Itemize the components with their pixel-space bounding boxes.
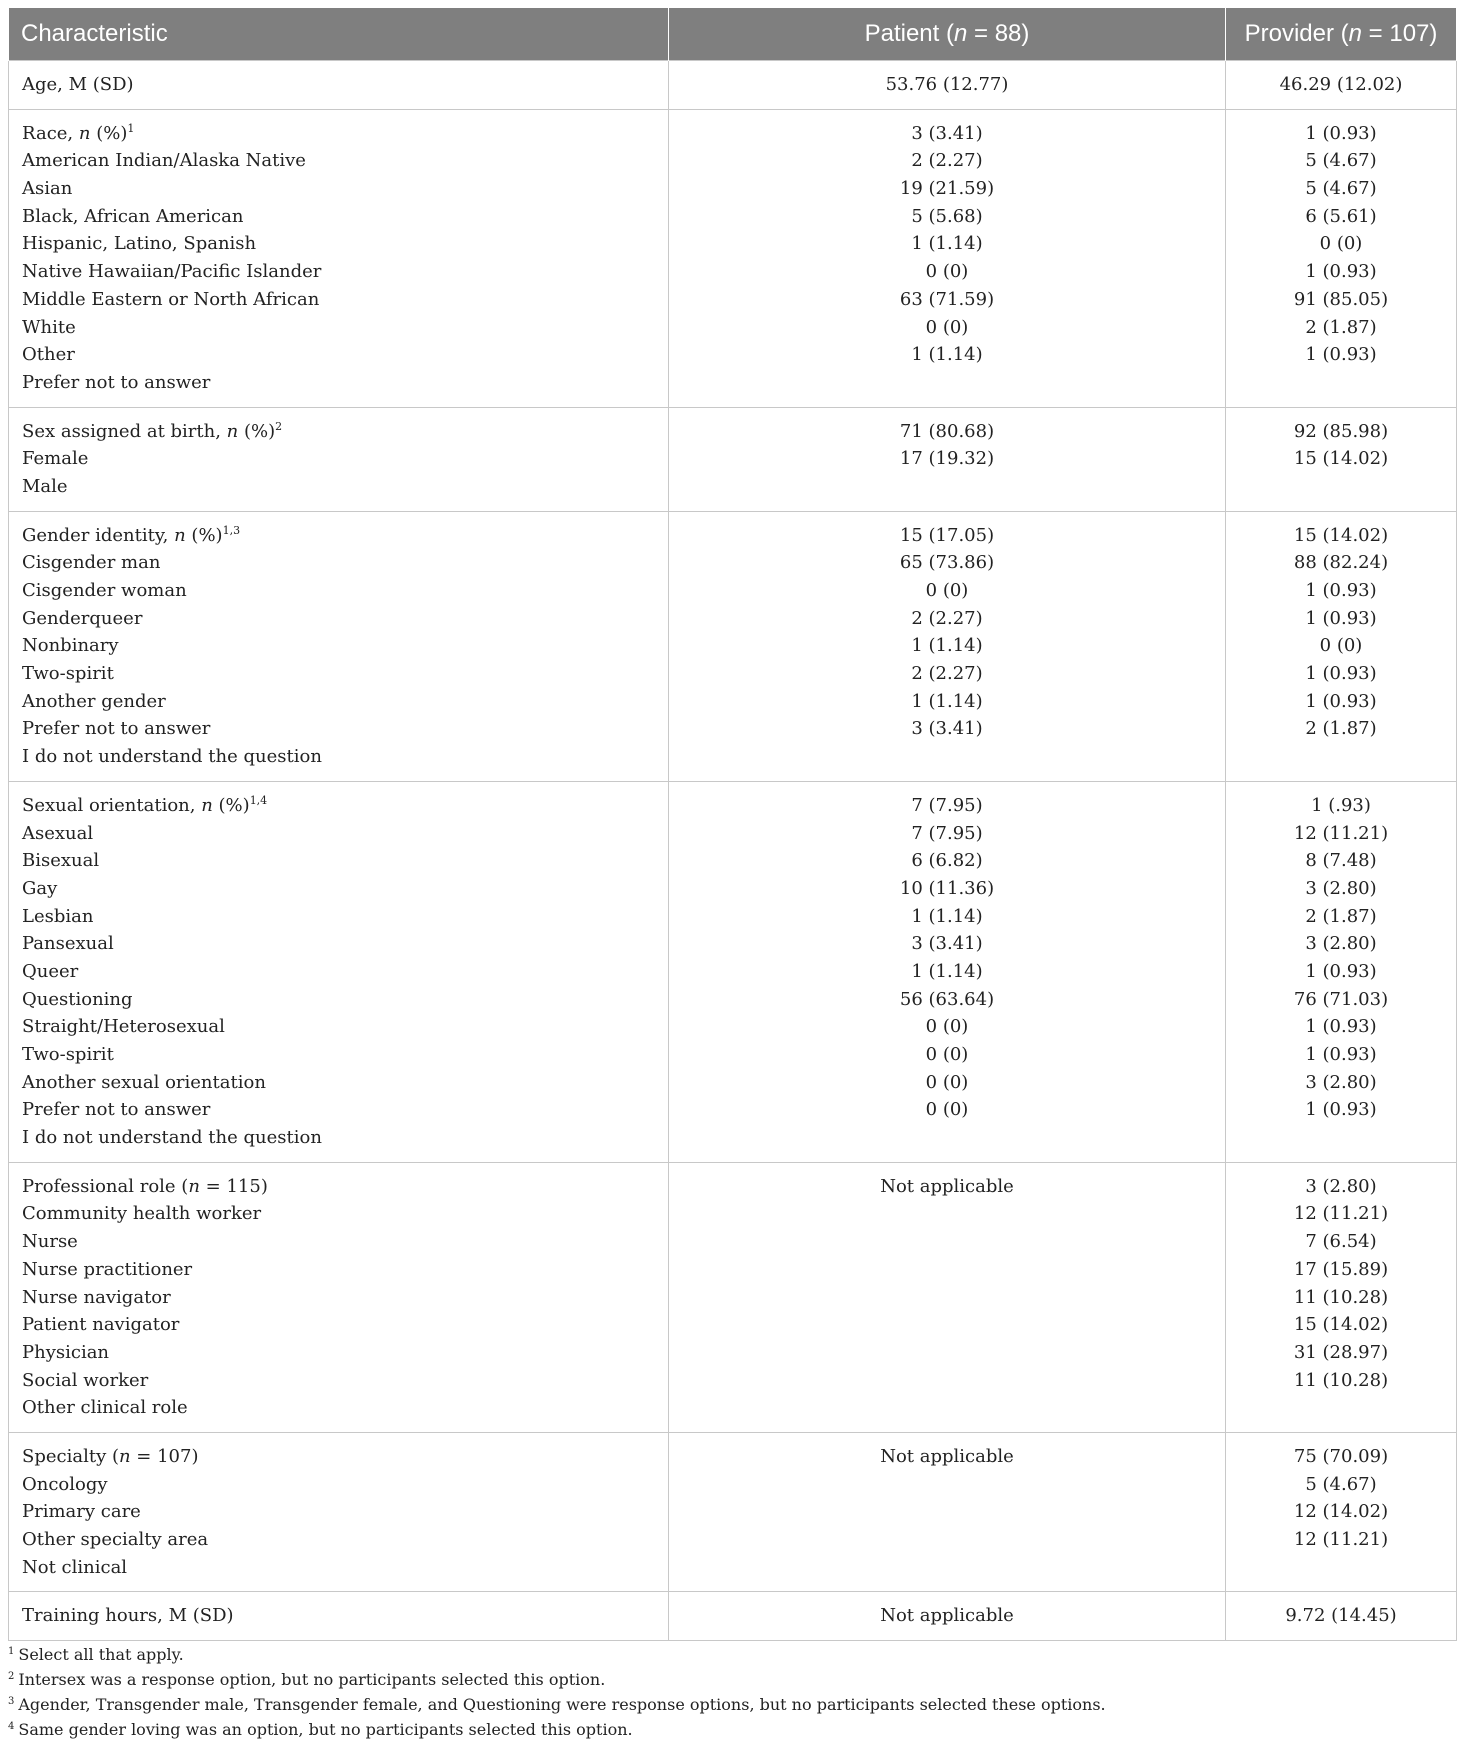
- provider-cell: [1226, 407, 1457, 511]
- footnote-ref: 1,3: [222, 523, 241, 537]
- characteristic-cell: [9, 109, 669, 407]
- category-label: I do not understand the question: [22, 746, 322, 768]
- patient-value: 0 (0): [925, 316, 969, 338]
- category-label: Black, African American: [22, 205, 244, 227]
- provider-cell: [1226, 511, 1457, 781]
- category-label: Another gender: [22, 690, 166, 712]
- table-row: [9, 1592, 1457, 1641]
- category-label: Middle Eastern or North African: [22, 288, 320, 310]
- section-label: Gender identity, n (%)$^{1,3}$: [22, 523, 241, 546]
- section-label: Training hours, M (SD): [22, 1605, 234, 1627]
- provider-value: 3 (2.80): [1305, 933, 1377, 955]
- category-label: Other specialty area: [22, 1529, 209, 1550]
- patient-value: Not applicable: [880, 1445, 1014, 1467]
- provider-cell: [1226, 61, 1457, 110]
- category-label: Prefer not to answer: [22, 371, 211, 393]
- patient-value: 71 (80.68): [899, 420, 995, 442]
- category-label: I do not understand the question: [22, 1127, 322, 1149]
- section-label: Professional role (n = 115): [22, 1175, 268, 1197]
- footnote: $^1$ Select all that apply.: [8, 1645, 184, 1664]
- category-label: Asian: [22, 178, 73, 200]
- category-label: Patient navigator: [22, 1314, 180, 1336]
- category-label: Physician: [22, 1341, 110, 1363]
- table-row: [9, 407, 1457, 511]
- patient-value: 0 (0): [925, 580, 969, 601]
- provider-value: 11 (10.28): [1293, 1286, 1389, 1308]
- patient-value: 1 (1.14): [911, 960, 983, 982]
- table-row: [9, 1162, 1457, 1432]
- provider-value: 46.29 (12.02): [1279, 74, 1403, 95]
- provider-value: 5 (4.67): [1305, 150, 1377, 172]
- provider-cell: [1226, 109, 1457, 407]
- category-label: Community health worker: [22, 1203, 262, 1225]
- patient-value: 65 (73.86): [899, 552, 995, 574]
- category-label: Two-spirit: [22, 663, 114, 685]
- patient-value: 15 (17.05): [899, 524, 995, 546]
- provider-value: 0 (0): [1319, 233, 1363, 255]
- patient-value: 0 (0): [925, 261, 969, 283]
- provider-value: 1 (0.93): [1305, 1016, 1377, 1038]
- patient-value: 19 (21.59): [899, 178, 995, 200]
- footnote-ref: 1,4: [249, 793, 268, 807]
- patient-value: 0 (0): [925, 1016, 969, 1038]
- category-label: Primary care: [22, 1501, 141, 1523]
- patient-value: 2 (2.27): [911, 607, 983, 629]
- patient-cell: [669, 1592, 1226, 1641]
- provider-value: 15 (14.02): [1293, 448, 1389, 470]
- footnote: $^2$ Intersex was a response option, but no participants selected this option.: [8, 1670, 606, 1689]
- characteristic-cell: [9, 1592, 669, 1641]
- provider-value: 31 (28.97): [1293, 1341, 1389, 1363]
- provider-value: 92 (85.98): [1293, 420, 1389, 442]
- category-label: Questioning: [22, 988, 133, 1010]
- patient-cell: [669, 1162, 1226, 1432]
- provider-value: 1 (0.93): [1305, 690, 1377, 712]
- characteristic-cell: [9, 781, 669, 1162]
- provider-value: 3 (2.80): [1305, 1071, 1377, 1093]
- category-label: Queer: [22, 960, 79, 982]
- category-label: Straight/Heterosexual: [22, 1016, 225, 1038]
- provider-value: 2 (1.87): [1305, 905, 1377, 927]
- patient-value: 5 (5.68): [911, 205, 983, 227]
- provider-value: 5 (4.67): [1305, 1473, 1377, 1495]
- patient-value: 53.76 (12.77): [885, 74, 1009, 95]
- category-label: Other clinical role: [22, 1397, 188, 1419]
- provider-value: 12 (11.21): [1293, 1529, 1389, 1550]
- patient-value: 3 (3.41): [911, 122, 983, 144]
- provider-value: 91 (85.05): [1293, 288, 1389, 310]
- patient-cell: [669, 407, 1226, 511]
- provider-cell: [1226, 1592, 1457, 1641]
- characteristic-cell: [9, 511, 669, 781]
- category-label: Native Hawaiian/Pacific Islander: [22, 261, 322, 283]
- demographics-table: [8, 8, 1457, 1641]
- category-label: Hispanic, Latino, Spanish: [22, 233, 257, 255]
- footnote-ref: 2: [275, 419, 283, 433]
- category-label: Cisgender man: [22, 552, 161, 574]
- header-patient: Patient (n = 88): [669, 8, 1226, 61]
- patient-value: 3 (3.41): [911, 933, 983, 955]
- category-label: American Indian/Alaska Native: [22, 150, 306, 172]
- footnotes: [8, 1642, 1448, 1742]
- patient-value: 2 (2.27): [911, 150, 983, 172]
- patient-value: Not applicable: [880, 1175, 1014, 1197]
- category-label: Another sexual orientation: [22, 1071, 266, 1093]
- patient-value: 0 (0): [925, 1099, 969, 1121]
- table-row: [9, 1432, 1457, 1591]
- patient-value: 2 (2.27): [911, 663, 983, 685]
- provider-value: 1 (0.93): [1305, 344, 1377, 366]
- category-label: Nurse: [22, 1231, 78, 1253]
- patient-cell: [669, 511, 1226, 781]
- provider-value: 1 (0.93): [1305, 261, 1377, 283]
- characteristic-cell: [9, 1432, 669, 1591]
- category-label: White: [22, 316, 76, 338]
- category-label: Prefer not to answer: [22, 718, 211, 740]
- provider-value: 6 (5.61): [1305, 205, 1377, 227]
- section-label: Sex assigned at birth, n (%)$^2$: [22, 419, 283, 442]
- category-label: Prefer not to answer: [22, 1099, 211, 1121]
- table-body: [9, 61, 1457, 1641]
- provider-cell: [1226, 781, 1457, 1162]
- patient-cell: [669, 109, 1226, 407]
- category-label: Not clinical: [22, 1556, 128, 1578]
- provider-value: 3 (2.80): [1305, 1175, 1377, 1197]
- patient-value: 6 (6.82): [911, 850, 983, 872]
- provider-value: 1 (0.93): [1305, 960, 1377, 982]
- characteristic-cell: [9, 61, 669, 110]
- section-label: Race, n (%)$^1$: [22, 121, 135, 144]
- patient-value: 1 (1.14): [911, 635, 983, 657]
- provider-value: 7 (6.54): [1305, 1231, 1377, 1253]
- patient-value: 3 (3.41): [911, 718, 983, 740]
- characteristic-cell: [9, 407, 669, 511]
- category-label: Male: [22, 475, 68, 497]
- provider-value: 3 (2.80): [1305, 877, 1377, 899]
- patient-value: 63 (71.59): [899, 288, 995, 310]
- provider-value: 17 (15.89): [1293, 1258, 1389, 1280]
- patient-value: 1 (1.14): [911, 344, 983, 366]
- provider-cell: [1226, 1432, 1457, 1591]
- provider-value: 75 (70.09): [1293, 1445, 1389, 1467]
- provider-value: 2 (1.87): [1305, 316, 1377, 338]
- patient-value: 10 (11.36): [899, 877, 995, 899]
- provider-value: 15 (14.02): [1293, 1314, 1389, 1336]
- patient-value: 1 (1.14): [911, 690, 983, 712]
- provider-value: 15 (14.02): [1293, 524, 1389, 546]
- provider-value: 8 (7.48): [1305, 850, 1377, 872]
- provider-value: 12 (11.21): [1293, 822, 1389, 844]
- category-label: Female: [22, 448, 89, 470]
- category-label: Cisgender woman: [22, 580, 187, 601]
- provider-value: 12 (11.21): [1293, 1203, 1389, 1225]
- patient-value: 7 (7.95): [911, 794, 983, 816]
- patient-value: 0 (0): [925, 1071, 969, 1093]
- category-label: Nurse practitioner: [22, 1258, 193, 1280]
- category-label: Genderqueer: [22, 607, 143, 629]
- patient-value: Not applicable: [880, 1605, 1014, 1627]
- provider-value: 1 (0.93): [1305, 122, 1377, 144]
- provider-value: 1 (0.93): [1305, 663, 1377, 685]
- patient-value: 1 (1.14): [911, 905, 983, 927]
- table-row: [9, 781, 1457, 1162]
- patient-value: 17 (19.32): [899, 448, 995, 470]
- category-label: Asexual: [22, 822, 94, 844]
- footnote: $^3$ Agender, Transgender male, Transgender female, and Questioning were response options, but no participants selected these options.: [8, 1695, 1106, 1714]
- provider-value: 76 (71.03): [1293, 988, 1389, 1010]
- category-label: Nonbinary: [22, 635, 119, 657]
- header-row: [9, 8, 1457, 61]
- patient-cell: [669, 61, 1226, 110]
- provider-value: 1 (0.93): [1305, 607, 1377, 629]
- provider-value: 88 (82.24): [1293, 552, 1389, 574]
- footnote: $^4$ Same gender loving was an option, but no participants selected this option.: [8, 1720, 633, 1739]
- provider-cell: [1226, 1162, 1457, 1432]
- provider-value: 1 (0.93): [1305, 1099, 1377, 1121]
- header-characteristic: Characteristic: [9, 8, 669, 61]
- provider-value: 1 (0.93): [1305, 1044, 1377, 1065]
- table-row: [9, 511, 1457, 781]
- provider-value: 0 (0): [1319, 635, 1363, 657]
- provider-value: 11 (10.28): [1293, 1369, 1389, 1391]
- category-label: Other: [22, 344, 75, 366]
- provider-value: 5 (4.67): [1305, 178, 1377, 200]
- patient-cell: [669, 781, 1226, 1162]
- characteristic-cell: [9, 1162, 669, 1432]
- patient-value: 0 (0): [925, 1044, 969, 1065]
- patient-value: 7 (7.95): [911, 822, 983, 844]
- category-label: Pansexual: [22, 933, 114, 955]
- category-label: Nurse navigator: [22, 1286, 171, 1308]
- patient-cell: [669, 1432, 1226, 1591]
- category-label: Lesbian: [22, 905, 94, 927]
- footnote-ref: 1: [127, 121, 135, 135]
- category-label: Social worker: [22, 1369, 149, 1391]
- provider-value: 1 (.93): [1311, 794, 1371, 816]
- provider-value: 1 (0.93): [1305, 580, 1377, 601]
- provider-value: 2 (1.87): [1305, 718, 1377, 740]
- category-label: Oncology: [22, 1473, 108, 1495]
- provider-value: 9.72 (14.45): [1285, 1605, 1397, 1627]
- section-label: Specialty (n = 107): [22, 1445, 199, 1467]
- table-row: [9, 109, 1457, 407]
- table-row: [9, 61, 1457, 110]
- header-provider: Provider (n = 107): [1226, 8, 1457, 61]
- category-label: Two-spirit: [22, 1044, 114, 1065]
- category-label: Gay: [22, 877, 58, 899]
- provider-value: 12 (14.02): [1293, 1501, 1389, 1523]
- patient-value: 56 (63.64): [899, 988, 995, 1010]
- section-label: Sexual orientation, n (%)$^{1,4}$: [22, 793, 268, 816]
- category-label: Bisexual: [22, 850, 100, 872]
- patient-value: 1 (1.14): [911, 233, 983, 255]
- section-label: Age, M (SD): [22, 74, 134, 95]
